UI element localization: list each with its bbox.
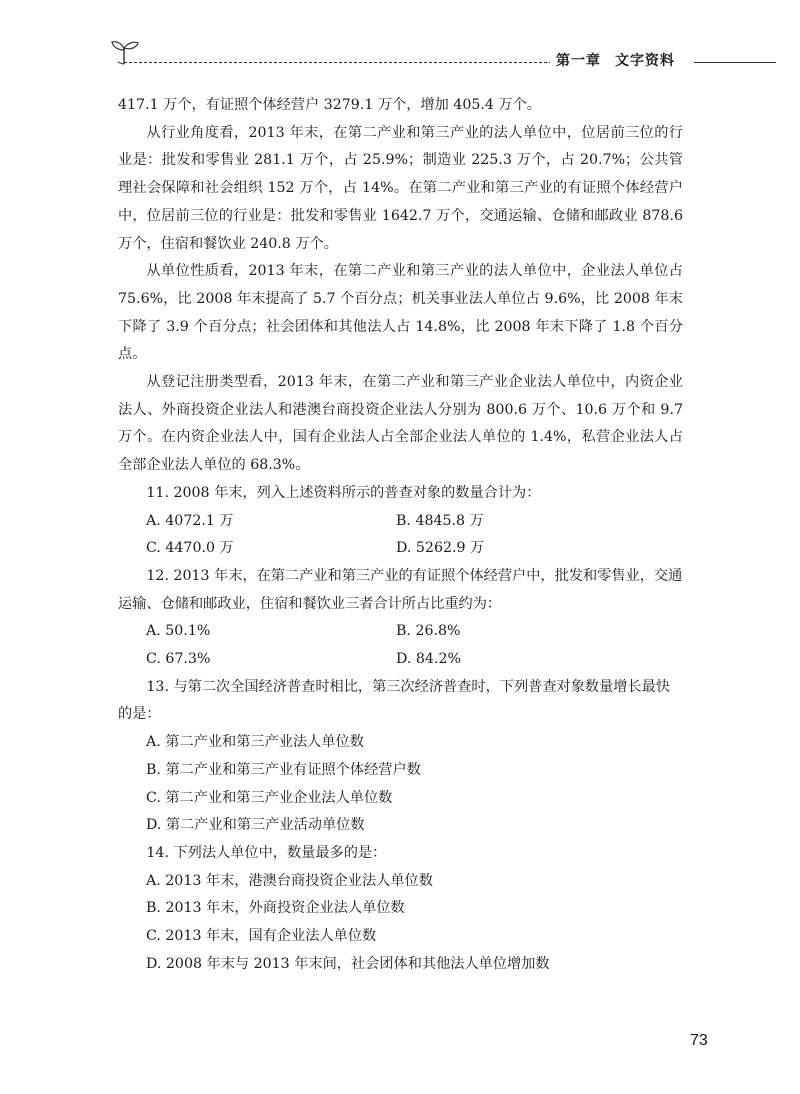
option-c: C. 第二产业和第三产业企业法人单位数	[146, 789, 393, 806]
option-b: B. 26.8%	[396, 623, 461, 640]
question-13	[118, 674, 683, 840]
question-stem: 11. 2008 年末，列入上述资料所示的普查对象的数量合计为：	[146, 484, 541, 501]
option-b: B. 4845.8 万	[396, 512, 484, 529]
chapter-number: 第一章	[556, 53, 601, 69]
option-c: C. 67.3%	[146, 651, 211, 668]
page-body	[118, 92, 683, 979]
page-header	[110, 38, 776, 68]
option-a: A. 2013 年末，港澳台商投资企业法人单位数	[146, 872, 433, 889]
header-rule-right	[694, 62, 776, 63]
option-d: D. 5262.9 万	[396, 540, 485, 557]
option-row	[118, 535, 683, 563]
question-12	[118, 563, 683, 674]
chapter-name: 文字资料	[615, 53, 675, 69]
paragraph: 从单位性质看，2013 年末，在第二产业和第三产业的法人单位中，企业法人单位占 75.6%，比 2008 年末提高了 5.7 个百分点；机关事业法人单位占 9.6%，比 2008 年末下降了 3.9 个百分点；社会团体和其他法人占 14.8%，比 2008 年末下降了 1.8 个百分点。	[118, 263, 683, 363]
option-d: D. 第二产业和第三产业活动单位数	[146, 817, 365, 834]
chapter-title	[550, 50, 681, 70]
question-11	[118, 480, 683, 563]
page-number: 73	[690, 1032, 708, 1049]
option-row	[118, 646, 683, 674]
option-b: B. 2013 年末，外商投资企业法人单位数	[146, 900, 405, 917]
question-stem: 12. 2013 年末，在第二产业和第三产业的有证照个体经营户中，批发和零售业，交通运输、仓储和邮政业，住宿和餐饮业三者合计所占比重约为：	[118, 567, 683, 612]
question-stem: 13. 与第二次全国经济普查时相比，第三次经济普查时，下列普查对象数量增长最快的是：	[118, 678, 671, 723]
option-a: A. 50.1%	[146, 623, 211, 640]
paragraph: 从登记注册类型看，2013 年末，在第二产业和第三产业企业法人单位中，内资企业法人、外商投资企业法人和港澳台商投资企业法人分别为 800.6 万个、10.6 万个和 9.7 万个。在内资企业法人中，国有企业法人占全部企业法人单位的 1.4%，私营企业法人占全部企业法人单位的 68.3%。	[118, 374, 683, 474]
option-d: D. 84.2%	[396, 651, 461, 668]
option-b: B. 第二产业和第三产业有证照个体经营户数	[146, 761, 421, 778]
question-14	[118, 840, 683, 979]
option-c: C. 2013 年末，国有企业法人单位数	[146, 928, 377, 945]
option-c: C. 4470.0 万	[146, 540, 234, 557]
option-d: D. 2008 年末与 2013 年末间，社会团体和其他法人单位增加数	[146, 955, 550, 972]
question-stem: 14. 下列法人单位中，数量最多的是：	[146, 844, 387, 861]
option-row	[118, 618, 683, 646]
option-a: A. 4072.1 万	[146, 512, 234, 529]
option-row	[118, 508, 683, 536]
paragraph: 从行业角度看，2013 年末，在第二产业和第三产业的法人单位中，位居前三位的行业是：批发和零售业 281.1 万个，占 25.9%；制造业 225.3 万个，占 20.7%；公共管理社会保障和社会组织 152 万个，占 14%。在第二产业和第三产业的有证照个体经营户中，位居前三位的行业是：批发和零售业 1642.7 万个，交通运输、仓储和邮政业 878.6 万个，住宿和餐饮业 240.8 万个。	[118, 124, 683, 252]
paragraph: 417.1 万个，有证照个体经营户 3279.1 万个，增加 405.4 万个。	[118, 97, 541, 113]
option-a: A. 第二产业和第三产业法人单位数	[146, 734, 364, 751]
